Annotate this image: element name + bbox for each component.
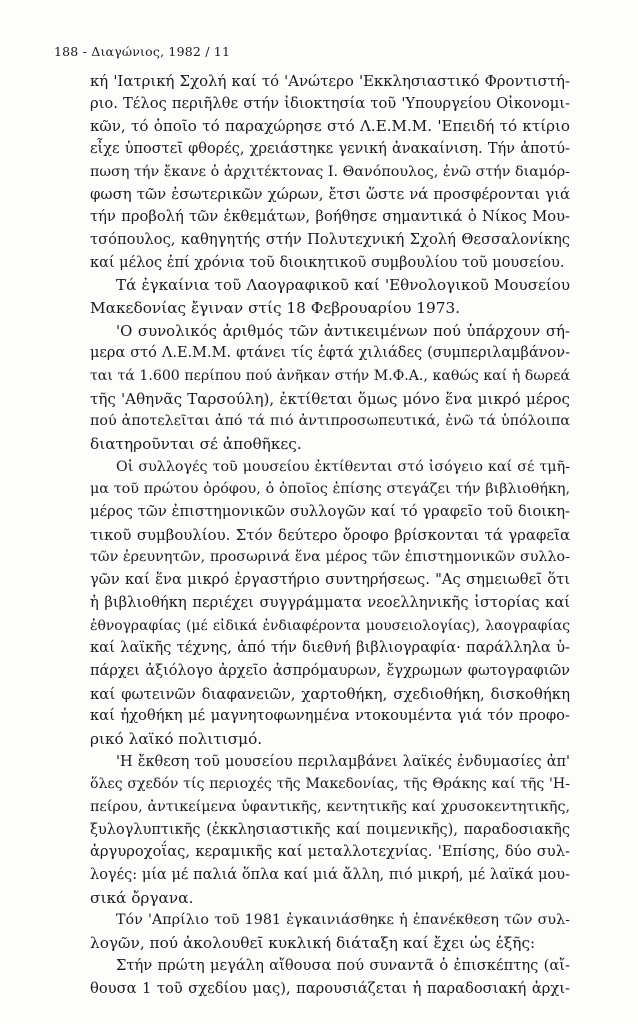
text-line: ξυλογλυπτικῆς (ἐκκλησιαστικῆς καί ποιμενικῆς), παραδοσιακῆς [90,821,570,838]
text-line: μέρος τῶν ἐπιστημονικῶν συλλογῶν καί τό γραφεῖο τοῦ διοικη- [90,503,570,521]
text-line: ἡ βιβλιοθήκη περιέχει συγγράμματα νεοελληνικῆς ἱστορίας καί [90,593,570,611]
text-line: ται τά 1.600 περίπου πού ἀνῆκαν στήν Μ.Φ.Α., καθώς καί ἡ δωρεά [90,367,570,384]
text-line: ριο. Τέλος περιῆλθε στήν ἰδιοκτησία τοῦ 'Υπουργείου Οἰκονομι- [90,94,570,112]
running-head: 188 - Διαγώνιος, 1982 / 11 [54,44,231,59]
text-line: καί μέλος ἐπί χρόνια τοῦ διοικητικοῦ συμβουλίου τοῦ μουσείου. [90,254,565,271]
text-line: σικά ὄργανα. [90,888,194,907]
text-line: κῶν, τό ὁποῖο τό παραχώρησε στό Λ.Ε.Μ.Μ. 'Επειδή τό κτίριο [90,117,570,136]
text-line: ἀργυροχοΐας, κεραμικῆς καί μεταλλοτεχνίας. 'Επίσης, δύο συλ- [90,843,570,861]
text-line: τικοῦ συμβουλίου. Στόν δεύτερο ὄροφο βρίσκονται τά γραφεῖα [90,525,570,544]
text-line: καί φωτεινῶν διαφανειῶν, χαρτοθήκη, σχεδιοθήκη, δισκοθήκη [90,684,570,703]
text-line: τῆς 'Αθηνᾶς Ταρσούλη), ἐκτίθεται ὅμως μόνο ἕνα μικρό μέρος [90,389,570,408]
text-line: Οἱ συλλογές τοῦ μουσείου ἐκτίθενται στό ἰσόγειο καί σέ τμῆ- [116,458,570,475]
text-line: πού ἀποτελεῖται ἀπό τά πιό ἀντιπροσωπευτικά, ἐνῶ τά ὑπόλοιπα [90,413,570,430]
text-line: λογές: μία μέ παλιά ὅπλα καί μιά ἄλλη, πιό μικρή, μέ λαϊκά μου- [90,867,570,884]
text-line: εἶχε ὑποστεῖ φθορές, χρειάστηκε γενική ἀνακαίνιση. Τήν ἀποτύ- [90,141,570,158]
text-line: ἐθνογραφίας (μέ εἰδικά ἐνδιαφέροντα μουσειολογίας), λαογραφίας [90,617,570,634]
text-line: κή 'Ιατρική Σχολή καί τό 'Ανώτερο 'Εκκλησιαστικό Φροντιστή- [90,72,570,90]
text-line: μερα στό Λ.Ε.Μ.Μ. φτάνει τίς ἑφτά χιλιάδες (συμπεριλαμβάνον- [90,345,570,362]
text-line: καί ἠχοθήκη μέ μαγνητοφωνημένα ντοκουμέντα γιά τόν προφο- [90,707,570,725]
text-line: Στήν πρώτη μεγάλη αἴθουσα πού συναντᾶ ὁ ἐπισκέπτης (αἴ- [116,956,570,974]
text-line: τσόπουλος, καθηγητής στήν Πολυτεχνική Σχολή Θεσσαλονίκης [90,230,570,248]
text-line: διατηροῦνται σέ ἀποθῆκες. [90,435,302,453]
text-line: καί λαϊκῆς τέχνης, ἀπό τήν διεθνή βιβλιογραφία· παράλληλα ὑ- [90,639,570,657]
text-line: Μακεδονίας ἔγιναν στίς 18 Φεβρουαρίου 1973. [90,298,461,317]
text-line: μα τοῦ πρώτου ὀρόφου, ὁ ὁποῖος ἐπίσης στεγάζει τήν βιβλιοθήκη, [90,481,570,498]
text-line: 'Ο συνολικός ἀριθμός τῶν ἀντικειμένων πού ὑπάρχουν σή- [116,321,570,340]
text-line: γῶν καί ἕνα μικρό ἐργαστήριο συντηρήσεως. "Ας σημειωθεῖ ὅτι [90,571,570,589]
text-line: πωση τήν ἔκανε ὁ ἀρχιτέκτονας Ι. Θανόπουλος, ἐνῶ στήν διαμόρ- [90,163,570,180]
article-body [90,70,570,1000]
text-line: πάρχει ἀξιόλογο ἀρχεῖο ἀσπρόμαυρων, ἔγχρωμων φωτογραφιῶν [90,662,570,679]
text-line: ρικό λαϊκό πολιτισμό. [90,729,263,748]
text-line: φωση τῶν ἐσωτερικῶν χώρων, ἔτσι ὥστε νά προσφέρονται γιά [90,185,570,204]
text-line: λογῶν, πού ἀκολουθεῖ κυκλική διάταξη καί ἔχει ὡς ἐξῆς: [90,934,536,953]
text-line: 'Η ἔκθεση τοῦ μουσείου περιλαμβάνει λαϊκές ἐνδυμασίες ἀπ' [116,753,570,770]
text-line: τήν προβολή τῶν ἐκθεμάτων, βοήθησε σημαντικά ὁ Νίκος Μου- [90,208,570,226]
text-line: Τόν 'Απρίλιο τοῦ 1981 ἐγκαινιάσθηκε ἡ ἐπανέκθεση τῶν συλ- [116,912,570,929]
text-line: θουσα 1 τοῦ σχεδίου μας), παρουσιάζεται ἡ παραδοσιακή ἀρχι- [90,979,570,997]
text-line: Τά ἐγκαίνια τοῦ Λαογραφικοῦ καί 'Εθνολογικοῦ Μουσείου [116,276,570,295]
text-line: πείρου, ἀντικείμενα ὑφαντικῆς, κεντητικῆς καί χρυσοκεντητικῆς, [90,799,570,815]
text-line: ὅλες σχεδόν τίς περιοχές τῆς Μακεδονίας, τῆς Θράκης καί τῆς 'Η- [90,776,570,793]
text-line: τῶν ἐρευνητῶν, προσωρινά ἕνα μέρος τῶν ἐπιστημονικῶν συλλο- [90,549,570,566]
